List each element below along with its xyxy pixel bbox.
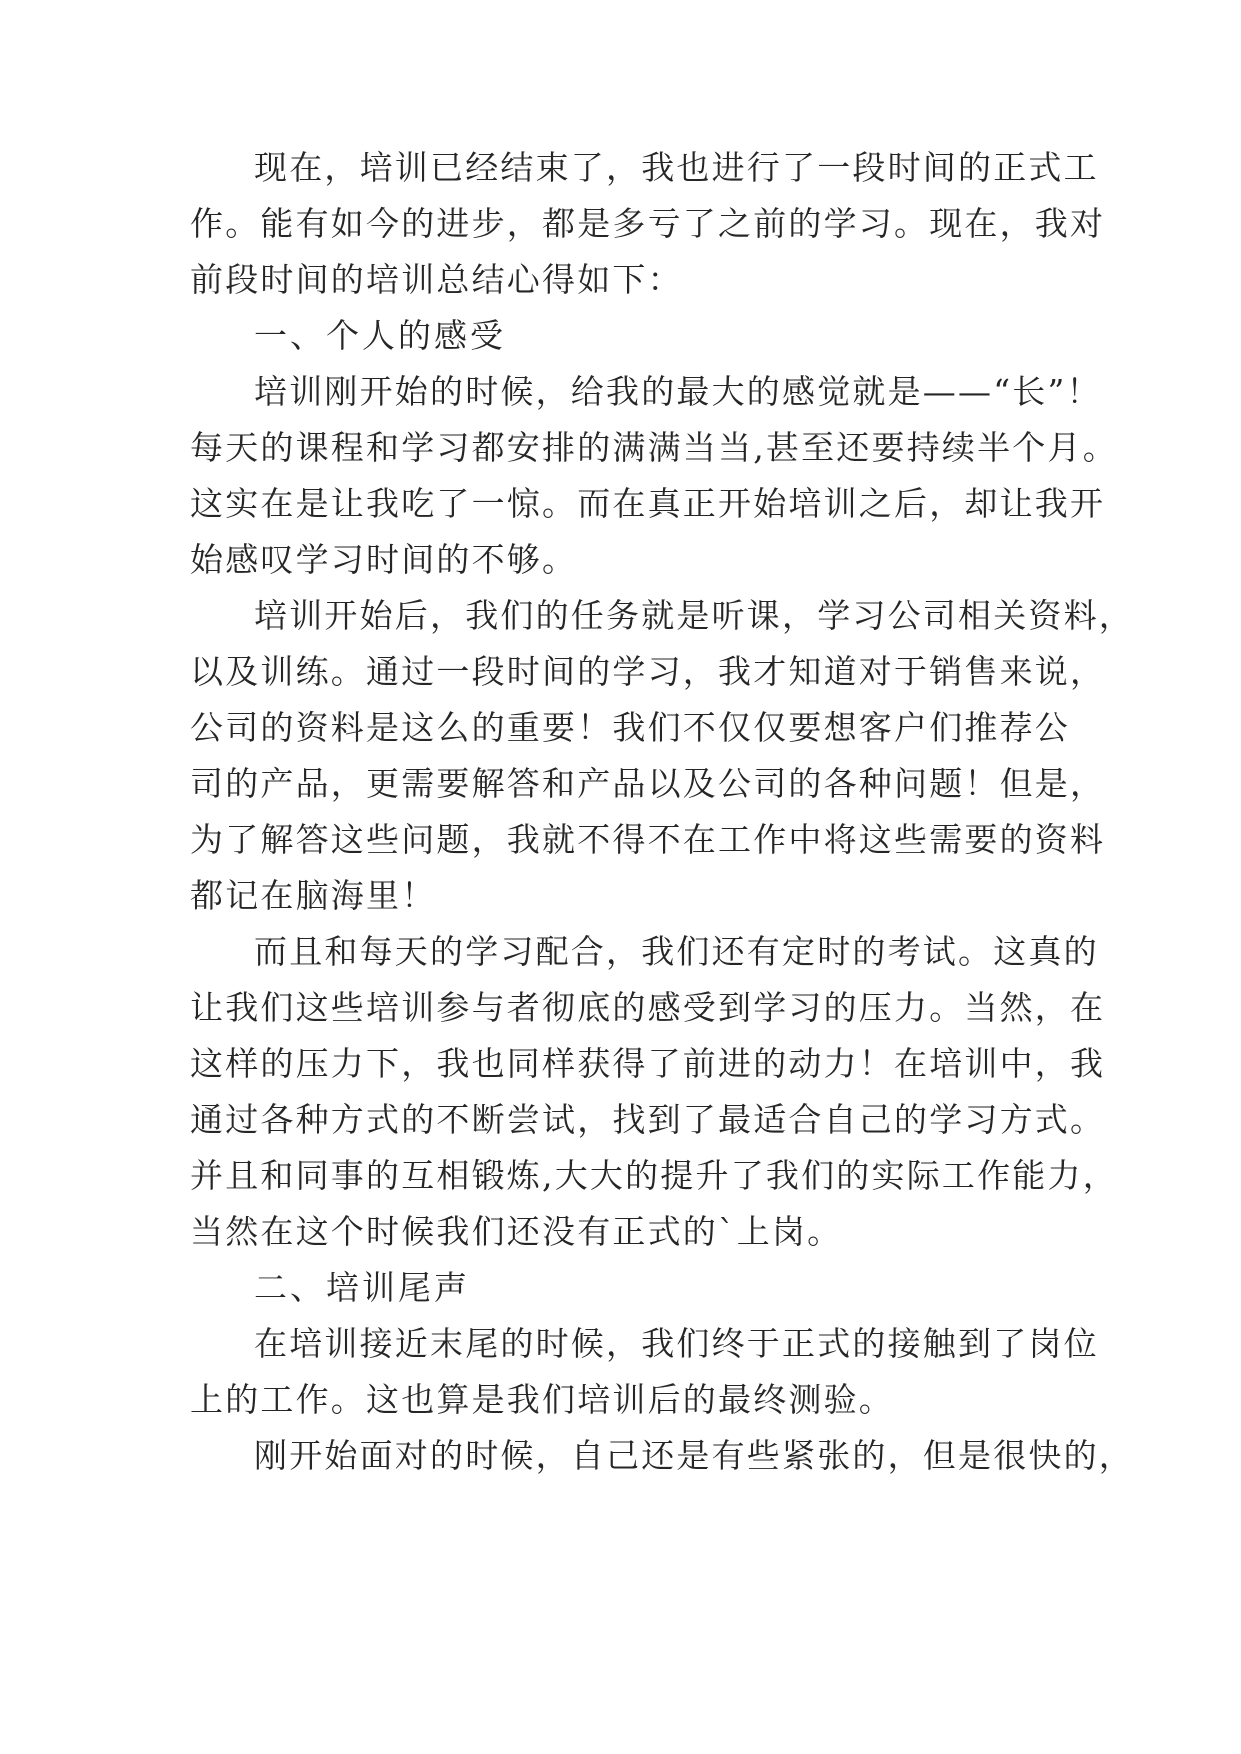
text-line: 每天的课程和学习都安排的满满当当,甚至还要持续半个月。 xyxy=(190,428,1118,467)
section-heading: 二、培训尾声 xyxy=(254,1268,470,1307)
text-line: 这样的压力下，我也同样获得了前进的动力！在培训中，我 xyxy=(190,1044,1106,1083)
text-line: 在培训接近末尾的时候，我们终于正式的接触到了岗位 xyxy=(254,1324,1099,1363)
text-line: 通过各种方式的不断尝试，找到了最适合自己的学习方式。 xyxy=(190,1100,1106,1139)
text-line: 公司的资料是这么的重要！我们不仅仅要想客户们推荐公 xyxy=(190,708,1070,747)
text-line: 当然在这个时候我们还没有正式的`上岗。 xyxy=(190,1212,843,1251)
text-line: 前段时间的培训总结心得如下： xyxy=(190,260,683,299)
text-line: 始感叹学习时间的不够。 xyxy=(190,540,578,579)
section-heading: 一、个人的感受 xyxy=(254,316,506,355)
text-line: 为了解答这些问题，我就不得不在工作中将这些需要的资料 xyxy=(190,820,1106,859)
text-line: 而且和每天的学习配合，我们还有定时的考试。这真的 xyxy=(254,932,1099,971)
text-line: 上的工作。这也算是我们培训后的最终测验。 xyxy=(190,1380,894,1419)
text-line: 刚开始面对的时候，自己还是有些紧张的，但是很快的， xyxy=(254,1436,1134,1475)
text-line: 这实在是让我吃了一惊。而在真正开始培训之后，却让我开 xyxy=(190,484,1106,523)
text-line: 培训刚开始的时候，给我的最大的感觉就是——“长”！ xyxy=(254,372,1102,411)
text-line: 培训开始后，我们的任务就是听课，学习公司相关资料， xyxy=(254,596,1134,635)
text-line: 都记在脑海里！ xyxy=(190,876,437,915)
text-line: 现在，培训已经结束了，我也进行了一段时间的正式工 xyxy=(254,148,1099,187)
text-line: 以及训练。通过一段时间的学习，我才知道对于销售来说， xyxy=(190,652,1106,691)
text-line: 司的产品，更需要解答和产品以及公司的各种问题！但是， xyxy=(190,764,1106,803)
text-line: 作。能有如今的进步，都是多亏了之前的学习。现在，我对 xyxy=(190,204,1106,243)
text-line: 让我们这些培训参与者彻底的感受到学习的压力。当然，在 xyxy=(190,988,1106,1027)
text-line: 并且和同事的互相锻炼,大大的提升了我们的实际工作能力， xyxy=(190,1156,1118,1195)
